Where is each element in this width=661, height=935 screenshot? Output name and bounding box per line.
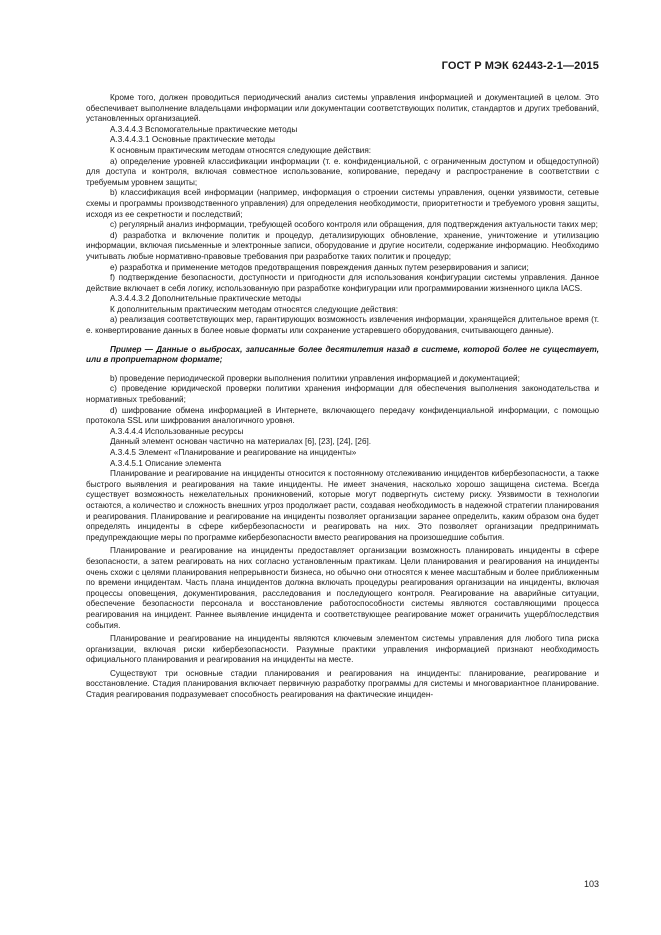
section-heading: А.3.4.4.3.2 Дополнительные практические методы	[110, 294, 302, 304]
paragraph: К дополнительным практическим методам относятся следующие действия:	[110, 304, 398, 314]
document-header: ГОСТ Р МЭК 62443-2-1—2015	[441, 60, 599, 72]
section-heading: А.3.4.4.3 Вспомогательные практические методы	[110, 124, 298, 134]
paragraph: К основным практическим методам относятся следующие действия:	[110, 145, 372, 155]
paragraph: Существуют три основные стадии планирования и реагирования на инциденты: планирование, реагирование и восстановление. Стадия планирования включает первичную разработку программы для системы и многовариантное планирование. Стадия реагирования подразумевает способность реагирования на фактические инциден-	[86, 668, 599, 700]
section-heading: А.3.4.4.3.1 Основные практические методы	[110, 135, 276, 145]
paragraph: Планирование и реагирование на инциденты относится к постоянному отслеживанию инцидентов кибербезопасности, а также быстрого выявления и реагирования на такие инциденты. Не имеет значения, насколько хорошо защищена система. Всегда существует возможность нежелательных проникновений, которые могут подвергнуть систему риску. Уязвимости в технологии остаются, а количество и сложность внешних угроз продолжает расти, создавая необходимость в надежной стратегии планирования и реагирования. Планирование и реагирование на инциденты позволяет организации заранее определить, каким образом она будет определять инциденты в сфере кибербезопасности и реагировать на них. Это позволяет организации предпринимать предупреждающие меры по программе кибербезопасности вместо реагирования на произошедшие события.	[86, 469, 599, 542]
paragraph: Планирование и реагирование на инциденты предоставляет организации возможность планировать инциденты в сфере безопасности, а затем реагировать на них согласно установленным практикам. Цели планирования и реагирования на инциденты очень схожи с целями планирования непрерывности бизнеса, но обычно они относятся к менее масштабным и более приближенным по времени инцидентам. Часть плана инцидентов должна включать процедуры реагирования организации на инциденты, включая процессы оповещения, документирования, расследования и последующего контроля. Реагирование на аварийные ситуации, обеспечение безопасности персонала и восстановление работоспособности системы являются составляющими процесса реагирования на инцидент. Раннее выявление инцидента и соответствующее реагирование может ограничить ущерб/последствия события.	[86, 546, 599, 630]
paragraph: Планирование и реагирование на инциденты являются ключевым элементом системы управления для любого типа риска организации, включая риски кибербезопасности. Разумные практики управления информацией признают необходимость официального планирования и реагирования на инциденты на месте.	[86, 634, 599, 665]
list-item: f) подтверждение безопасности, доступности и пригодности для использования конфигурации системы управления. Данное действие включает в себя логику, использованную при разработке конфигурации или программировании жизненного цикла IACS.	[86, 273, 599, 293]
document-body	[86, 93, 599, 701]
list-item: c) проведение юридической проверки политики хранения информации для обеспечения выполнения законодательства и нормативных требований;	[86, 384, 599, 405]
list-item: c) регулярный анализ информации, требующей особого контроля или обращения, для подтверждения актуальности таких мер;	[110, 220, 598, 230]
section-heading: А.3.4.5.1 Описание элемента	[110, 458, 222, 468]
section-heading: А.3.4.5 Элемент «Планирование и реагирование на инциденты»	[110, 448, 357, 457]
list-item: a) реализация соответствующих мер, гарантирующих возможность извлечения информации, хранящейся длительное время (т. е. конвертирование данных в более новые форматы или сохранение устаревшего оборудования, считывающего данные).	[86, 315, 599, 336]
page-number: 103	[583, 879, 599, 889]
section-heading: А.3.4.4.4 Использованные ресурсы	[110, 426, 244, 436]
example-note: Пример — Данные о выбросах, записанные более десятилетия назад в системе, которой более не существует, или в проприетарном формате;	[86, 344, 599, 365]
list-item: d) шифрование обмена информацией в Интернете, включающего передачу конфиденциальной информации, с помощью протокола SSL или шифрования аналогичного уровня.	[86, 405, 599, 426]
list-item: b) классификация всей информации (например, информация о строении системы управления, оценки уязвимости, сетевые схемы и программы производственного управления) для определения необходимости, приоритетности и требуемого уровня защиты, исходя из ее секретности и последствий;	[86, 188, 599, 219]
list-item: d) разработка и включение политик и процедур, детализирующих обновление, хранение, уничтожение и утилизацию информации, включая письменные и электронные записи, оборудование и другие носители, содержание информацию. Необходимо учитывать любые нормативно-правовые требования при разработке таких политик и процедур;	[86, 230, 599, 261]
paragraph: Кроме того, должен проводиться периодический анализ системы управления информацией и документацией в целом. Это обеспечивает выполнение владельцами информации или документации соответствующих политик, стандартов и других требований, установленных организацией.	[86, 93, 599, 124]
list-item: a) определение уровней классификации информации (т. е. конфиденциальной, с ограниченным доступом и общедоступной) для доступа и контроля, включая совместное использование, копирование, передачу и распространение в соответствии с требуемым уровнем защиты;	[86, 156, 599, 187]
list-item: e) разработка и применение методов предотвращения повреждения данных путем резервирования и записи;	[110, 262, 529, 272]
paragraph: Данный элемент основан частично на материалах [6], [23], [24], [26].	[110, 437, 372, 447]
list-item: b) проведение периодической проверки выполнения политики управления информацией и документацией;	[110, 373, 520, 383]
